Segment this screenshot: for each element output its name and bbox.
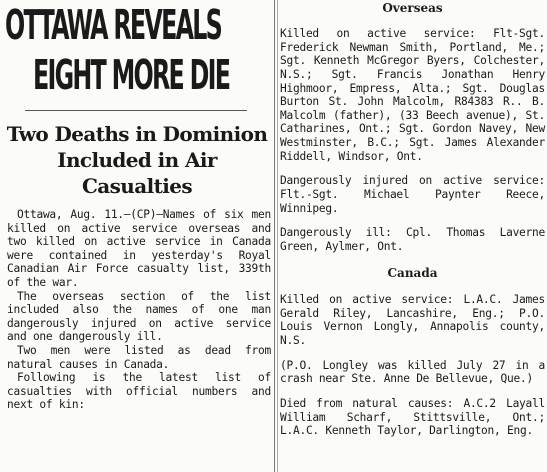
headline-divider — [25, 110, 247, 111]
headline-line-1: OTTAWA REVEALS — [5, 1, 222, 49]
paragraph: Two men were listed as dead from natural causes in Canada. — [7, 343, 271, 371]
paragraph: (P.O. Longley was killed July 27 in a crash near Ste. Anne De Bellevue, Que.) — [280, 358, 545, 386]
canada-section — [280, 282, 545, 449]
paragraph: Killed on active service: Flt-Sgt. Frederick Newman Smith, Portland, Me.; Sgt. Kenneth McGregor Byers, Colchester, N.S.; Sgt. Francis Jonathan Henry Highmoor, Empress, Alta.; Sgt. Douglas Burton St. John Malcolm, R84383 R.. B. Malcolm (father), (33 Beech avenue), St. Catharines, Ont.; Sgt. Gordon Navey, New Westminster, B.C.; Sgt. James Alexander Riddell, Windsor, Ont. — [280, 27, 545, 163]
paragraph: Ottawa, Aug. 11.—(CP)—Names of six men killed on active service overseas and two killed on active service in Canada were contained in yesterday's Royal Canadian Air Force casualty list, 339th of the war. — [7, 208, 271, 289]
headline-line-2: EIGHT MORE DIE — [33, 51, 230, 99]
paragraph: Dangerously injured on active service: Flt.-Sgt. Michael Paynter Reece, Winnipeg. — [280, 174, 545, 215]
section-heading-canada: Canada — [387, 266, 438, 280]
article-body — [7, 208, 271, 412]
paragraph: Killed on active service: L.A.C. James Gerald Riley, Lancashire, Eng.; P.O. Louis Vernon Longly, Annapolis county, N.S. — [280, 293, 545, 347]
column-rule — [277, 0, 278, 472]
overseas-section — [280, 16, 545, 265]
section-heading-overseas: Overseas — [382, 1, 443, 15]
subheadline: Two Deaths in Dominion Included in Air Casualties — [6, 122, 268, 198]
paragraph: Died from natural causes: A.C.2 Layall William Scharf, Stittsville, Ont.; L.A.C. Kenneth Taylor, Darlington, Eng. — [280, 397, 545, 438]
column-rule — [274, 0, 275, 472]
paragraph: Following is the latest list of casualties with official numbers and next of kin: — [7, 371, 271, 412]
paragraph: Dangerously ill: Cpl. Thomas Laverne Green, Aylmer, Ont. — [280, 226, 545, 253]
paragraph: The overseas section of the list included also the names of one man dangerously injured on active service and one dangerously ill. — [7, 289, 271, 344]
